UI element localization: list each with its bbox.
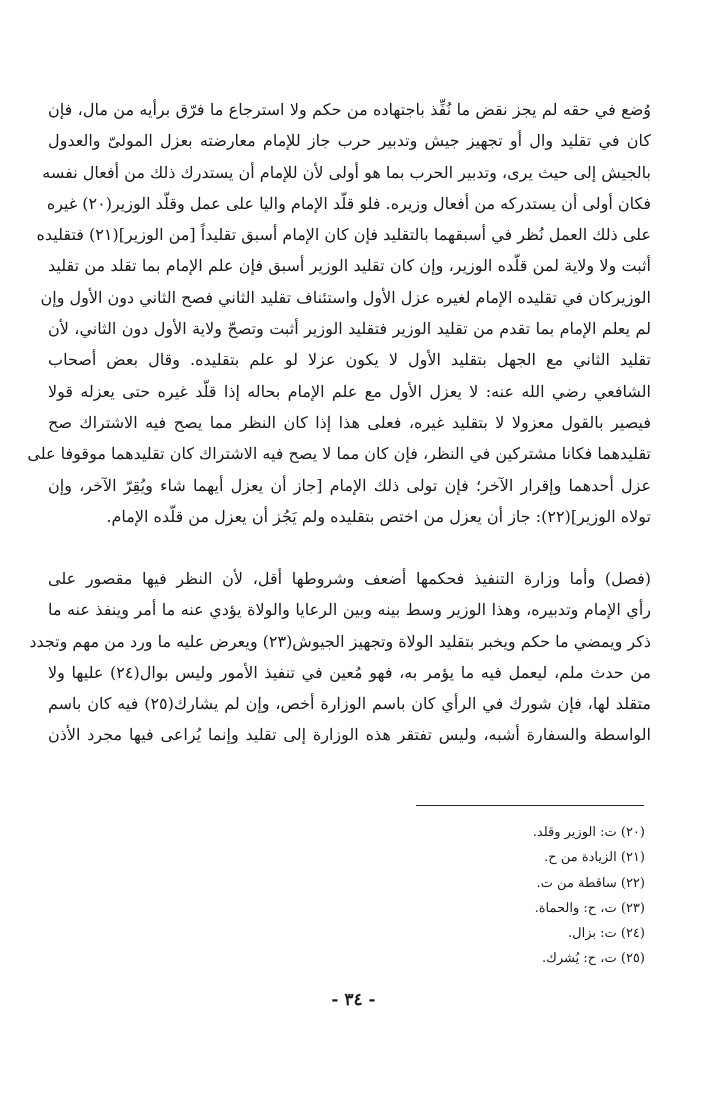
footnote-item: (٢٠) ت: الوزير وقلد. xyxy=(532,825,645,840)
paragraph-1 xyxy=(27,94,652,532)
text-line: تقليدهما فكانا مشتركين في النظر، فإن كان مما لا يصح فيه الاشتراك كان تقليدهما موقوفا على xyxy=(27,444,651,464)
paragraph-2 xyxy=(29,563,651,751)
text-line: بالجيش إلى حيث يرى، وتدبير الحرب بما هو أولى لأن للإمام أن يستدرك ذلك من أفعال نفسه xyxy=(42,162,651,182)
page-number: - ٣٤ - xyxy=(331,990,376,1010)
text-line: تقليد الثاني مع الجهل بتقليد الأول لا يكون عزلا لو علم بتقليده. وقال بعض أصحاب xyxy=(48,350,651,370)
text-line: أثبت ولا ولاية لمن قلّده الوزير، وإن كان تقليد الوزير أسبق فإن علم الإمام بما تقلد من تقليد xyxy=(48,256,651,276)
footnote-item: (٢٢) ساقطة من ت. xyxy=(536,875,645,891)
text-line: الوزيركان في تقليده الإمام لغيره عزل الأول واستئناف تقليد الثاني فصح الثاني دون الأول وإن xyxy=(40,287,651,307)
text-line: من حدث ملم، ليعمل فيه ما يؤمر به، فهو مُعين في تنفيذ الأمور وليس بوال(٢٤) عليها ولا xyxy=(48,662,651,682)
text-line: لم يعلم الإمام بما تقدم من تقليد الوزير فتقليد الوزير أثبت وتصحّ ولاية الأول دون الثاني، لأن xyxy=(48,319,651,339)
footnote-item: (٢٣) ت، ح: والحماة. xyxy=(534,900,645,916)
footnote-item: (٢٥) ت، ح: يُشرك. xyxy=(542,951,645,967)
text-line: فيصير بالقول معزولا لا بتقليد غيره، فعلى هذا إذا كان النظر مما يصح فيه الاشتراك صح xyxy=(48,412,651,432)
text-line: (فصل) وأما وزارة التنفيذ فحكمها أضعف وشروطها أقل، لأن النظر فيها مقصور على xyxy=(48,569,651,588)
footnote-item: (٢٤) ت: بزال. xyxy=(568,926,645,942)
text-line: عزل أحدهما وإقرار الآخر؛ فإن تولى ذلك الإمام [جاز أن يعزل أيهما شاء ويُقِرّ الآخر، وإن xyxy=(48,475,652,495)
text-line: الشافعي رضي الله عنه: لا يعزل الأول مع علم الإمام بحاله إذا قلّد غيره حتى يعزله قولا xyxy=(48,381,651,401)
text-line: تولاه الوزير](٢٢): جاز أن يعزل من اختص بتقليده ولم يَجُز أن يعزل من قلّده الإمام. xyxy=(106,506,651,526)
text-line: متقلد لها، فإن شورك في الرأي كان باسم الوزارة أخص، وإن لم يشارك(٢٥) فيه كان باسم xyxy=(48,694,651,714)
text-line: فكان أولى أن يستدركه من أفعال وزيره. فلو قلّد الإمام واليا على عمل وقلّد الوزير(٢٠) غيره xyxy=(46,193,651,213)
text-line: وُضع في حقه لم يجز نقض ما نُفِّذ باجتهاده من حكم ولا استرجاع ما فرّق برأيه من مال، فإن xyxy=(48,100,651,119)
text-line: كان في تقليد وال أو تجهيز جيش وتدبير حرب جاز للإمام معارضته بعزل المولىّ والعدول xyxy=(48,131,652,151)
text-line: ذكر ويمضي ما حكم ويخبر بتقليد الولاة وتجهيز الجيوش(٢٣) ويعرض عليه ما ورد من مهم وتجدد xyxy=(29,631,651,651)
text-line: على ذلك العمل نُظر في أسبقهما بالتقليد فإن كان الإمام أسبق تقليداً [من الوزير](٢١) فتقليده xyxy=(36,225,651,245)
footnote-item: (٢١) الزيادة من ح. xyxy=(544,850,645,866)
footnotes xyxy=(533,820,645,972)
footnote-separator xyxy=(416,805,644,806)
text-line: الواسطة والسفارة أشبه، وليس تفتقر هذه الوزارة إلى تقليد وإنما يُراعى فيها مجرد الأذن xyxy=(48,725,651,745)
text-line: رأي الإمام وتدبيره، وهذا الوزير وسط بينه وبين الرعايا والولاة يؤدي عنه ما أمر وينفذ عنه ما xyxy=(48,600,651,620)
